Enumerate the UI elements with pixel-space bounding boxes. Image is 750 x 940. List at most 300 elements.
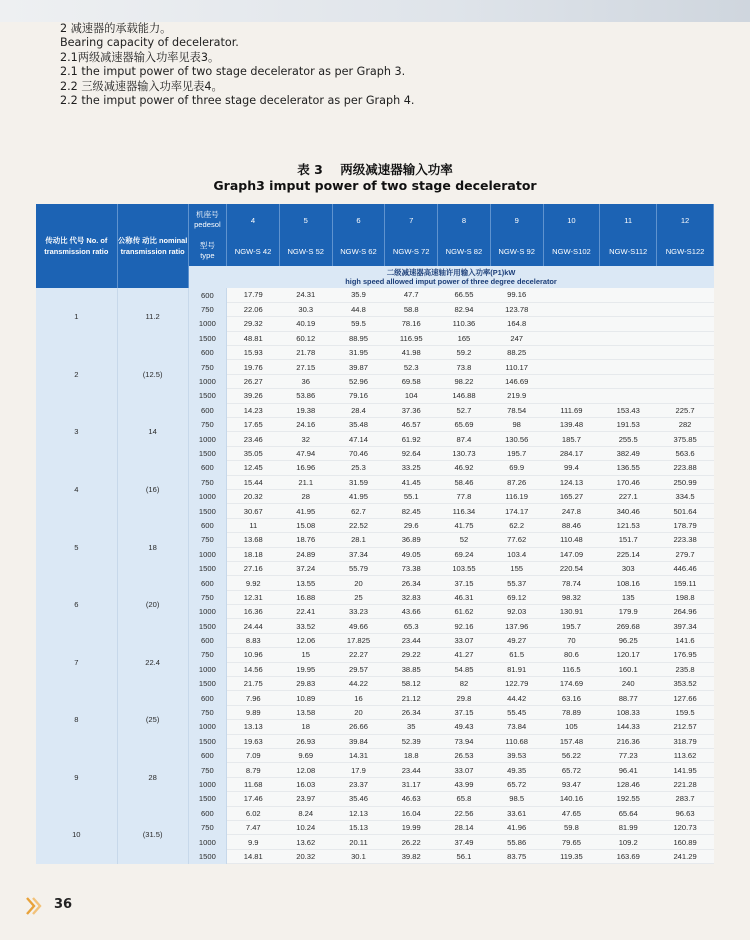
power-value-cell: 98.32 xyxy=(543,590,600,604)
power-value-cell: 14.56 xyxy=(227,662,280,676)
power-value-cell: 52.96 xyxy=(332,374,385,388)
ratio-code-cell: 9 xyxy=(36,749,117,807)
power-value-cell xyxy=(657,389,714,403)
power-value-cell: 17.825 xyxy=(332,633,385,647)
power-value-cell: 35.48 xyxy=(332,418,385,432)
power-value-cell: 69.9 xyxy=(490,461,543,475)
nominal-ratio-cell: 28 xyxy=(117,749,188,807)
power-value-cell: 223.38 xyxy=(657,533,714,547)
speed-cell: 1000 xyxy=(188,835,227,849)
power-value-cell: 29.32 xyxy=(227,317,280,331)
power-value-cell: 23.44 xyxy=(385,633,438,647)
speed-cell: 1000 xyxy=(188,720,227,734)
power-value-cell: 128.46 xyxy=(600,777,657,791)
power-value-cell: 31.95 xyxy=(332,346,385,360)
power-value-cell xyxy=(543,346,600,360)
power-value-cell: 96.41 xyxy=(600,763,657,777)
power-value-cell: 16.96 xyxy=(279,461,332,475)
power-value-cell: 27.16 xyxy=(227,561,280,575)
power-value-cell: 31.59 xyxy=(332,475,385,489)
power-value-cell xyxy=(657,374,714,388)
power-value-cell: 130.73 xyxy=(438,446,491,460)
header-pedesol: 机座号 pedesol xyxy=(188,204,227,236)
power-value-cell: 14.81 xyxy=(227,849,280,863)
power-value-cell xyxy=(600,346,657,360)
power-value-cell: 7.96 xyxy=(227,691,280,705)
power-table xyxy=(36,204,714,864)
power-value-cell: 30.67 xyxy=(227,504,280,518)
power-value-cell: 59.2 xyxy=(438,346,491,360)
power-value-cell: 35.9 xyxy=(332,288,385,302)
ratio-code-cell: 4 xyxy=(36,461,117,519)
power-value-cell: 69.58 xyxy=(385,374,438,388)
power-value-cell: 73.38 xyxy=(385,561,438,575)
power-value-cell xyxy=(657,317,714,331)
power-value-cell: 174.17 xyxy=(490,504,543,518)
power-value-cell: 60.12 xyxy=(279,331,332,345)
power-value-cell: 24.16 xyxy=(279,418,332,432)
header-type: 型号 type xyxy=(188,236,227,266)
power-value-cell: 20.32 xyxy=(279,849,332,863)
power-value-cell: 59.8 xyxy=(543,820,600,834)
power-value-cell: 113.62 xyxy=(657,749,714,763)
power-value-cell: 36.89 xyxy=(385,533,438,547)
power-value-cell: 121.53 xyxy=(600,518,657,532)
power-value-cell: 19.38 xyxy=(279,403,332,417)
power-value-cell: 62.2 xyxy=(490,518,543,532)
power-header-zh: 二级减速器高速轴许用输入功率(P1)kW xyxy=(386,268,516,277)
power-value-cell: 223.88 xyxy=(657,461,714,475)
power-value-cell: 32 xyxy=(279,432,332,446)
power-value-cell: 116.95 xyxy=(385,331,438,345)
speed-cell: 1500 xyxy=(188,331,227,345)
power-value-cell xyxy=(543,302,600,316)
power-value-cell: 12.45 xyxy=(227,461,280,475)
table-row xyxy=(36,633,714,647)
power-value-cell: 19.95 xyxy=(279,662,332,676)
power-value-cell: 23.97 xyxy=(279,792,332,806)
power-value-cell: 195.7 xyxy=(490,446,543,460)
power-value-cell: 17.9 xyxy=(332,763,385,777)
power-value-cell: 33.07 xyxy=(438,633,491,647)
speed-cell: 600 xyxy=(188,346,227,360)
speed-cell: 600 xyxy=(188,749,227,763)
power-value-cell: 33.07 xyxy=(438,763,491,777)
power-header-en: high speed allowed imput power of three degree decelerator xyxy=(345,277,557,286)
power-value-cell: 124.13 xyxy=(543,475,600,489)
power-value-cell: 56.1 xyxy=(438,849,491,863)
power-value-cell: 216.36 xyxy=(600,734,657,748)
power-value-cell: 52.39 xyxy=(385,734,438,748)
power-value-cell: 227.1 xyxy=(600,489,657,503)
power-value-cell: 123.78 xyxy=(490,302,543,316)
power-value-cell: 198.8 xyxy=(657,590,714,604)
power-value-cell: 29.57 xyxy=(332,662,385,676)
power-value-cell: 65.69 xyxy=(438,418,491,432)
power-value-cell xyxy=(657,360,714,374)
power-value-cell: 26.53 xyxy=(438,749,491,763)
power-value-cell: 16.36 xyxy=(227,605,280,619)
power-value-cell: 15 xyxy=(279,648,332,662)
power-value-cell: 136.55 xyxy=(600,461,657,475)
power-value-cell: 221.28 xyxy=(657,777,714,791)
power-value-cell: 65.72 xyxy=(490,777,543,791)
speed-cell: 1000 xyxy=(188,489,227,503)
power-value-cell: 21.12 xyxy=(385,691,438,705)
power-value-cell: 446.46 xyxy=(657,561,714,575)
power-value-cell: 81.99 xyxy=(600,820,657,834)
nominal-ratio-cell: (16) xyxy=(117,461,188,519)
power-value-cell: 58.46 xyxy=(438,475,491,489)
ratio-code-cell: 10 xyxy=(36,806,117,864)
power-value-cell: 116.34 xyxy=(438,504,491,518)
power-value-cell: 219.9 xyxy=(490,389,543,403)
power-value-cell: 29.83 xyxy=(279,677,332,691)
power-value-cell: 44.22 xyxy=(332,677,385,691)
power-value-cell: 80.6 xyxy=(543,648,600,662)
power-value-cell: 153.43 xyxy=(600,403,657,417)
ratio-code-cell: 2 xyxy=(36,346,117,404)
power-value-cell: 382.49 xyxy=(600,446,657,460)
speed-cell: 600 xyxy=(188,576,227,590)
power-value-cell: 15.93 xyxy=(227,346,280,360)
power-value-cell: 122.79 xyxy=(490,677,543,691)
power-value-cell: 10.96 xyxy=(227,648,280,662)
power-value-cell: 9.69 xyxy=(279,749,332,763)
power-table-body xyxy=(36,288,714,864)
power-value-cell: 9.89 xyxy=(227,705,280,719)
power-value-cell: 56.22 xyxy=(543,749,600,763)
power-value-cell: 52.7 xyxy=(438,403,491,417)
power-value-cell xyxy=(657,331,714,345)
power-value-cell: 16.04 xyxy=(385,806,438,820)
nominal-ratio-cell: 18 xyxy=(117,518,188,576)
power-value-cell: 39.53 xyxy=(490,749,543,763)
power-value-cell: 20.32 xyxy=(227,489,280,503)
power-value-cell: 44.8 xyxy=(332,302,385,316)
speed-cell: 750 xyxy=(188,705,227,719)
power-value-cell: 70.46 xyxy=(332,446,385,460)
power-value-cell: 62.7 xyxy=(332,504,385,518)
power-value-cell xyxy=(543,317,600,331)
speed-cell: 750 xyxy=(188,648,227,662)
power-value-cell: 9.92 xyxy=(227,576,280,590)
power-value-cell: 46.57 xyxy=(385,418,438,432)
power-value-cell: 55.37 xyxy=(490,576,543,590)
speed-cell: 1500 xyxy=(188,677,227,691)
power-value-cell: 41.95 xyxy=(279,504,332,518)
speed-cell: 1000 xyxy=(188,432,227,446)
power-value-cell: 220.54 xyxy=(543,561,600,575)
power-value-cell: 52 xyxy=(438,533,491,547)
power-value-cell: 163.69 xyxy=(600,849,657,863)
speed-cell: 1000 xyxy=(188,605,227,619)
power-value-cell: 160.89 xyxy=(657,835,714,849)
power-value-cell: 14.23 xyxy=(227,403,280,417)
speed-cell: 1000 xyxy=(188,374,227,388)
power-value-cell: 88.95 xyxy=(332,331,385,345)
power-value-cell: 22.41 xyxy=(279,605,332,619)
power-value-cell: 155 xyxy=(490,561,543,575)
power-value-cell: 39.87 xyxy=(332,360,385,374)
power-value-cell: 32.83 xyxy=(385,590,438,604)
header-seat-5: 5 xyxy=(279,204,332,236)
power-value-cell: 141.95 xyxy=(657,763,714,777)
power-value-cell: 37.34 xyxy=(332,547,385,561)
power-value-cell: 212.57 xyxy=(657,720,714,734)
power-value-cell: 31.17 xyxy=(385,777,438,791)
power-value-cell: 28.4 xyxy=(332,403,385,417)
power-value-cell: 22.06 xyxy=(227,302,280,316)
power-value-cell: 7.47 xyxy=(227,820,280,834)
ratio-code-cell: 3 xyxy=(36,403,117,461)
power-value-cell: 8.24 xyxy=(279,806,332,820)
power-value-cell: 13.68 xyxy=(227,533,280,547)
power-value-cell: 165 xyxy=(438,331,491,345)
power-value-cell: 111.69 xyxy=(543,403,600,417)
power-value-cell: 116.19 xyxy=(490,489,543,503)
power-value-cell: 225.14 xyxy=(600,547,657,561)
nominal-ratio-cell: (31.5) xyxy=(117,806,188,864)
power-value-cell: 33.52 xyxy=(279,619,332,633)
power-value-cell: 127.66 xyxy=(657,691,714,705)
speed-cell: 1500 xyxy=(188,446,227,460)
power-value-cell: 47.65 xyxy=(543,806,600,820)
power-value-cell: 23.46 xyxy=(227,432,280,446)
power-value-cell: 28 xyxy=(279,489,332,503)
power-value-cell: 28.14 xyxy=(438,820,491,834)
power-value-cell: 18.18 xyxy=(227,547,280,561)
power-value-cell: 28.1 xyxy=(332,533,385,547)
power-value-cell: 43.66 xyxy=(385,605,438,619)
power-value-cell: 22.52 xyxy=(332,518,385,532)
speed-cell: 1500 xyxy=(188,792,227,806)
table-row xyxy=(36,461,714,475)
header-model: NGW-S 82 xyxy=(438,236,491,266)
speed-cell: 1000 xyxy=(188,317,227,331)
power-value-cell: 39.84 xyxy=(332,734,385,748)
power-value-cell: 49.66 xyxy=(332,619,385,633)
power-value-cell: 78.54 xyxy=(490,403,543,417)
power-value-cell: 65.3 xyxy=(385,619,438,633)
power-value-cell: 33.61 xyxy=(490,806,543,820)
power-value-cell: 29.22 xyxy=(385,648,438,662)
power-value-cell: 141.6 xyxy=(657,633,714,647)
power-value-cell: 340.46 xyxy=(600,504,657,518)
power-value-cell: 43.99 xyxy=(438,777,491,791)
power-value-cell: 41.75 xyxy=(438,518,491,532)
power-value-cell: 179.9 xyxy=(600,605,657,619)
power-value-cell: 21.78 xyxy=(279,346,332,360)
header-model: NGW-S 92 xyxy=(490,236,543,266)
power-value-cell: 146.88 xyxy=(438,389,491,403)
speed-cell: 600 xyxy=(188,806,227,820)
header-seat-6: 6 xyxy=(332,204,385,236)
speed-cell: 600 xyxy=(188,288,227,302)
speed-cell: 1000 xyxy=(188,662,227,676)
table-caption-en: Graph3 imput power of two stage decelerator xyxy=(213,178,537,193)
power-value-cell: 92.64 xyxy=(385,446,438,460)
power-value-cell: 135 xyxy=(600,590,657,604)
power-value-cell: 46.63 xyxy=(385,792,438,806)
power-value-cell: 282 xyxy=(657,418,714,432)
power-value-cell: 83.75 xyxy=(490,849,543,863)
header-seat-10: 10 xyxy=(543,204,600,236)
power-value-cell: 146.69 xyxy=(490,374,543,388)
power-value-cell: 15.44 xyxy=(227,475,280,489)
power-value-cell: 240 xyxy=(600,677,657,691)
power-value-cell: 44.42 xyxy=(490,691,543,705)
power-value-cell: 279.7 xyxy=(657,547,714,561)
ratio-code-cell: 8 xyxy=(36,691,117,749)
power-value-cell: 88.77 xyxy=(600,691,657,705)
top-band xyxy=(0,0,750,22)
header-seat-8: 8 xyxy=(438,204,491,236)
power-value-cell: 109.2 xyxy=(600,835,657,849)
header-model: NGW-S112 xyxy=(600,236,657,266)
power-value-cell: 108.33 xyxy=(600,705,657,719)
power-value-cell: 36 xyxy=(279,374,332,388)
power-value-cell: 16 xyxy=(332,691,385,705)
power-value-cell: 501.64 xyxy=(657,504,714,518)
power-value-cell: 61.92 xyxy=(385,432,438,446)
power-value-cell: 66.55 xyxy=(438,288,491,302)
power-value-cell: 37.36 xyxy=(385,403,438,417)
power-value-cell: 58.12 xyxy=(385,677,438,691)
power-value-cell: 37.24 xyxy=(279,561,332,575)
power-value-cell: 18.76 xyxy=(279,533,332,547)
power-value-cell: 105 xyxy=(543,720,600,734)
power-value-cell: 78.89 xyxy=(543,705,600,719)
speed-cell: 1500 xyxy=(188,389,227,403)
power-value-cell: 250.99 xyxy=(657,475,714,489)
header-seat-9: 9 xyxy=(490,204,543,236)
ratio-code-cell: 6 xyxy=(36,576,117,634)
power-value-cell xyxy=(600,317,657,331)
power-value-cell: 11.68 xyxy=(227,777,280,791)
power-value-cell: 78.16 xyxy=(385,317,438,331)
power-value-cell: 12.08 xyxy=(279,763,332,777)
power-value-cell: 61.62 xyxy=(438,605,491,619)
speed-cell: 750 xyxy=(188,302,227,316)
power-value-cell: 40.19 xyxy=(279,317,332,331)
power-value-cell: 130.56 xyxy=(490,432,543,446)
nominal-ratio-cell: (25) xyxy=(117,691,188,749)
power-value-cell: 58.8 xyxy=(385,302,438,316)
power-value-cell: 93.47 xyxy=(543,777,600,791)
power-value-cell: 20.11 xyxy=(332,835,385,849)
power-header xyxy=(188,266,713,288)
table-row xyxy=(36,403,714,417)
table-row xyxy=(36,518,714,532)
power-value-cell: 98.5 xyxy=(490,792,543,806)
power-value-cell: 65.64 xyxy=(600,806,657,820)
power-value-cell: 24.31 xyxy=(279,288,332,302)
nominal-ratio-cell: 11.2 xyxy=(117,288,188,346)
power-value-cell: 17.46 xyxy=(227,792,280,806)
power-value-cell xyxy=(657,288,714,302)
power-value-cell: 78.74 xyxy=(543,576,600,590)
power-value-cell: 69.24 xyxy=(438,547,491,561)
power-value-cell: 120.17 xyxy=(600,648,657,662)
speed-cell: 600 xyxy=(188,403,227,417)
power-value-cell: 54.85 xyxy=(438,662,491,676)
table-row xyxy=(36,806,714,820)
power-value-cell: 24.44 xyxy=(227,619,280,633)
power-value-cell: 38.85 xyxy=(385,662,438,676)
power-value-cell: 22.56 xyxy=(438,806,491,820)
power-value-cell: 8.83 xyxy=(227,633,280,647)
power-value-cell: 19.99 xyxy=(385,820,438,834)
power-value-cell: 159.5 xyxy=(657,705,714,719)
ratio-code-cell: 7 xyxy=(36,633,117,691)
power-value-cell: 192.55 xyxy=(600,792,657,806)
power-value-cell: 30.1 xyxy=(332,849,385,863)
power-value-cell: 26.66 xyxy=(332,720,385,734)
power-value-cell: 140.16 xyxy=(543,792,600,806)
power-value-cell: 18 xyxy=(279,720,332,734)
power-value-cell: 17.79 xyxy=(227,288,280,302)
power-value-cell: 88.46 xyxy=(543,518,600,532)
power-value-cell: 73.8 xyxy=(438,360,491,374)
power-value-cell: 26.27 xyxy=(227,374,280,388)
power-value-cell: 82.45 xyxy=(385,504,438,518)
power-value-cell: 37.49 xyxy=(438,835,491,849)
power-value-cell: 49.27 xyxy=(490,633,543,647)
power-value-cell: 41.45 xyxy=(385,475,438,489)
power-value-cell: 37.15 xyxy=(438,576,491,590)
power-value-cell: 12.13 xyxy=(332,806,385,820)
power-value-cell: 77.23 xyxy=(600,749,657,763)
power-value-cell: 52.3 xyxy=(385,360,438,374)
power-value-cell: 108.16 xyxy=(600,576,657,590)
speed-cell: 1500 xyxy=(188,734,227,748)
speed-cell: 750 xyxy=(188,590,227,604)
speed-cell: 750 xyxy=(188,763,227,777)
power-value-cell: 33.25 xyxy=(385,461,438,475)
power-value-cell: 159.11 xyxy=(657,576,714,590)
power-value-cell: 103.4 xyxy=(490,547,543,561)
speed-cell: 1000 xyxy=(188,547,227,561)
power-value-cell: 13.62 xyxy=(279,835,332,849)
power-value-cell: 284.17 xyxy=(543,446,600,460)
power-value-cell: 47.7 xyxy=(385,288,438,302)
power-value-cell: 23.44 xyxy=(385,763,438,777)
power-value-cell: 81.91 xyxy=(490,662,543,676)
power-value-cell: 26.93 xyxy=(279,734,332,748)
power-value-cell: 17.65 xyxy=(227,418,280,432)
power-value-cell: 79.65 xyxy=(543,835,600,849)
power-value-cell: 96.25 xyxy=(600,633,657,647)
header-seat-4: 4 xyxy=(227,204,280,236)
power-value-cell: 82.94 xyxy=(438,302,491,316)
power-value-cell: 7.09 xyxy=(227,749,280,763)
power-value-cell: 33.23 xyxy=(332,605,385,619)
power-value-cell: 269.68 xyxy=(600,619,657,633)
power-value-cell: 49.35 xyxy=(490,763,543,777)
power-value-cell: 25.3 xyxy=(332,461,385,475)
power-value-cell: 41.98 xyxy=(385,346,438,360)
header-model: NGW-S122 xyxy=(657,236,714,266)
power-value-cell: 99.4 xyxy=(543,461,600,475)
power-value-cell: 92.16 xyxy=(438,619,491,633)
power-value-cell: 110.68 xyxy=(490,734,543,748)
table-row xyxy=(36,749,714,763)
power-value-cell: 144.33 xyxy=(600,720,657,734)
power-value-cell: 318.79 xyxy=(657,734,714,748)
power-value-cell: 334.5 xyxy=(657,489,714,503)
header-seat-12: 12 xyxy=(657,204,714,236)
